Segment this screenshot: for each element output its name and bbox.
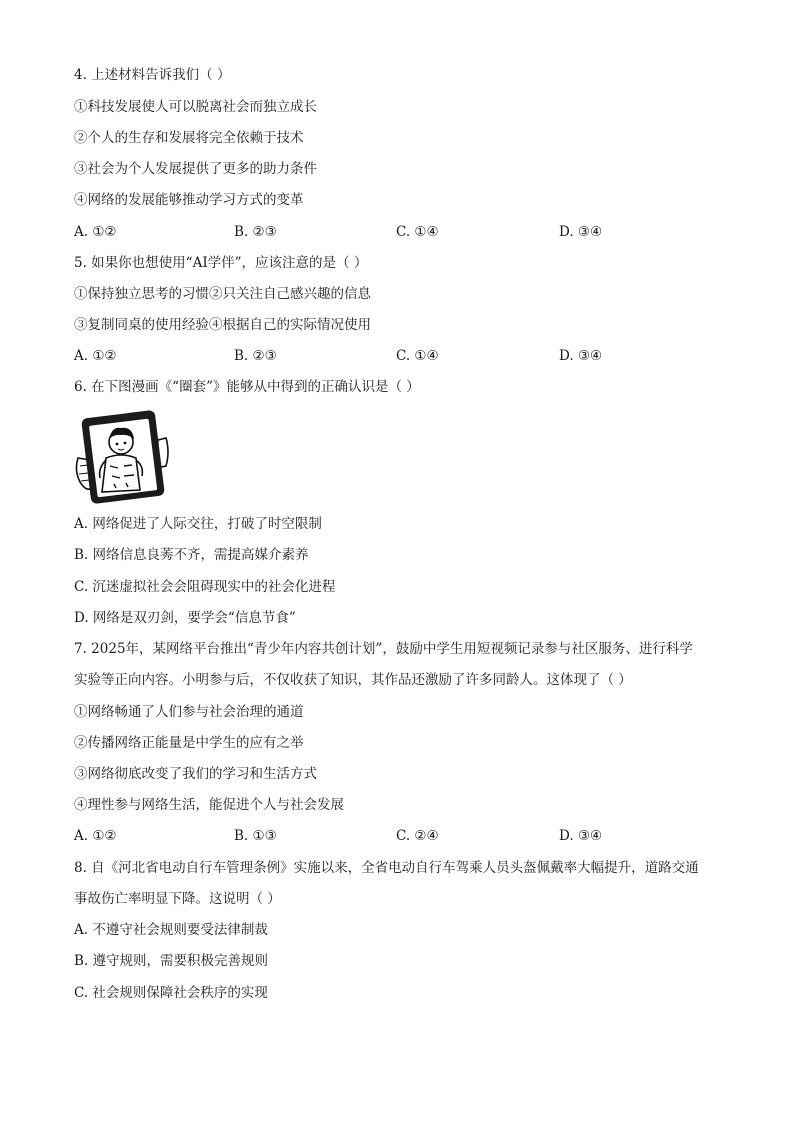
question-5-option-b[interactable]: B. ②③ <box>234 348 277 364</box>
comic-image <box>74 408 170 504</box>
question-7-statement-4: ④理性参与网络生活，能促进个人与社会发展 <box>74 797 344 813</box>
question-8-stem-line-2: 事故伤亡率明显下降。这说明（ ） <box>74 891 281 907</box>
question-7-option-b[interactable]: B. ①③ <box>234 828 277 844</box>
question-5-option-a[interactable]: A. ①② <box>74 348 117 364</box>
question-7-stem-line-2: 实验等正向内容。小明参与后，不仅收获了知识，其作品还激励了许多同龄人。这体现了（ ） <box>74 672 632 688</box>
question-7-statement-3: ③网络彻底改变了我们的学习和生活方式 <box>74 766 317 782</box>
question-4-statement-3: ③社会为个人发展提供了更多的助力条件 <box>74 161 317 177</box>
question-5-options <box>74 346 734 366</box>
question-6-option-c[interactable]: C. 沉迷虚拟社会会阻碍现实中的社会化进程 <box>74 579 336 595</box>
question-6-option-b[interactable]: B. 网络信息良莠不齐，需提高媒介素养 <box>74 547 309 563</box>
question-4-option-d[interactable]: D. ③④ <box>559 224 603 240</box>
question-5-statement-2: ③复制同桌的使用经验④根据自己的实际情况使用 <box>74 317 371 333</box>
question-8-option-c[interactable]: C. 社会规则保障社会秩序的实现 <box>74 985 268 1001</box>
question-8-option-a[interactable]: A. 不遵守社会规则要受法律制裁 <box>74 922 268 938</box>
question-6-option-a[interactable]: A. 网络促进了人际交往，打破了时空限制 <box>74 516 322 532</box>
question-8-stem-line-1: 8. 自《河北省电动自行车管理条例》实施以来，全省电动自行车驾乘人员头盔佩戴率大幅提升，道路交通 <box>74 860 699 876</box>
question-4-option-c[interactable]: C. ①④ <box>396 224 439 240</box>
question-5-option-c[interactable]: C. ①④ <box>396 348 439 364</box>
question-5-option-d[interactable]: D. ③④ <box>559 348 603 364</box>
question-4-option-a[interactable]: A. ①② <box>74 224 117 240</box>
question-4-statement-2: ②个人的生存和发展将完全依赖于技术 <box>74 130 304 146</box>
question-7-option-d[interactable]: D. ③④ <box>559 828 603 844</box>
question-4-statement-1: ①科技发展使人可以脱离社会而独立成长 <box>74 99 317 115</box>
question-4-option-b[interactable]: B. ②③ <box>234 224 277 240</box>
question-7-statement-2: ②传播网络正能量是中学生的应有之举 <box>74 735 304 751</box>
question-7-statement-1: ①网络畅通了人们参与社会治理的通道 <box>74 704 304 720</box>
question-4-statement-4: ④网络的发展能够推动学习方式的变革 <box>74 192 304 208</box>
question-7-stem-line-1: 7. 2025年，某网络平台推出“青少年内容共创计划”，鼓励中学生用短视频记录参与社区服务、进行科学 <box>74 641 693 657</box>
question-7-option-a[interactable]: A. ①② <box>74 828 117 844</box>
question-5-statement-1: ①保持独立思考的习惯②只关注自己感兴趣的信息 <box>74 286 371 302</box>
question-5-stem: 5. 如果你也想使用“AI学伴”，应该注意的是（ ） <box>74 255 368 271</box>
question-7-options <box>74 826 734 846</box>
question-6-option-d[interactable]: D. 网络是双刃剑，要学会“信息节食” <box>74 610 296 626</box>
question-6-stem: 6. 在下图漫画《“圈套”》能够从中得到的正确认识是（ ） <box>74 379 420 395</box>
question-7-option-c[interactable]: C. ②④ <box>396 828 439 844</box>
question-4-options <box>74 222 734 242</box>
question-8-option-b[interactable]: B. 遵守规则，需要积极完善规则 <box>74 953 269 969</box>
question-4-stem: 4. 上述材料告诉我们（ ） <box>74 67 231 83</box>
